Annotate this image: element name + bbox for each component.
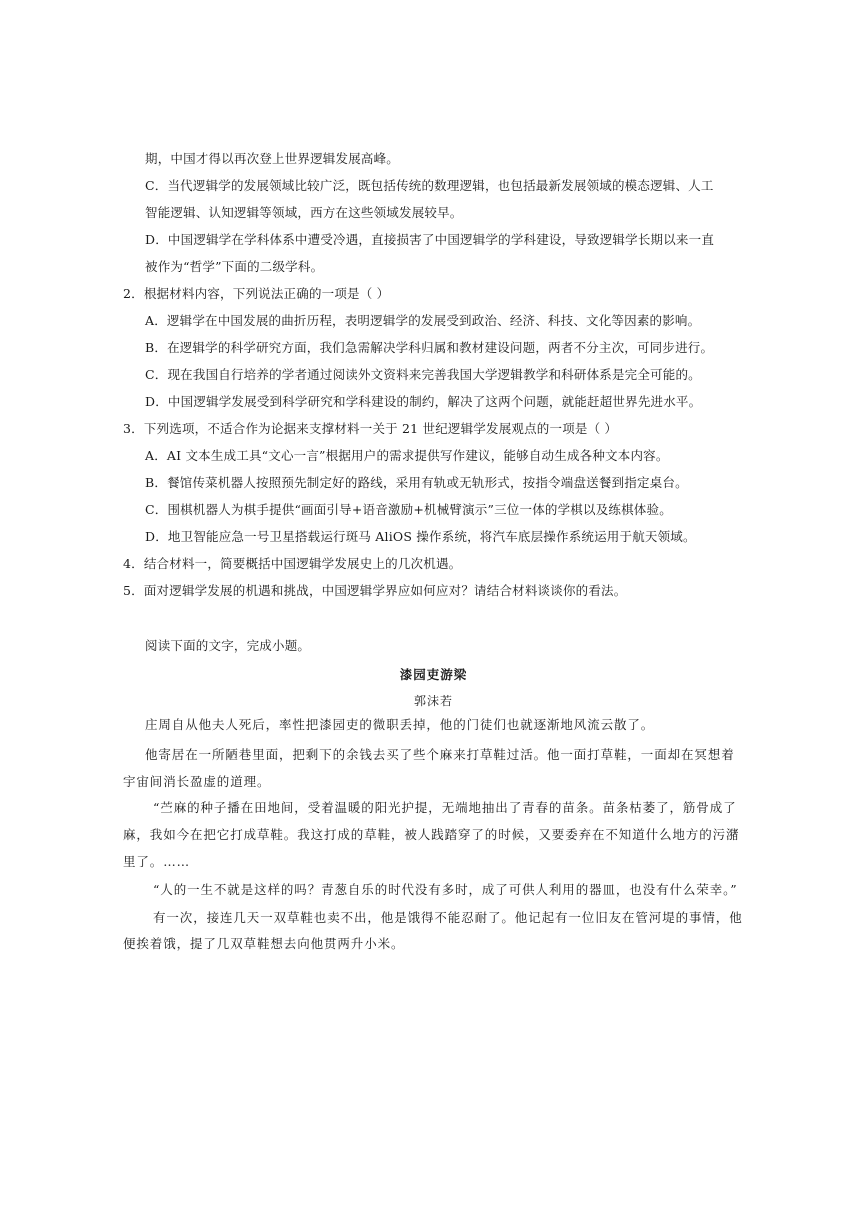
paragraph-2-line-2: 宇宙间消长盈虚的道理。 (123, 774, 271, 789)
question-2-stem: 2．根据材料内容，下列说法正确的一项是（ ） (123, 286, 390, 301)
question-2-option-d: D．中国逻辑学发展受到科学研究和学科建设的制约，解决了这两个问题，就能赶超世界先进水平。 (145, 394, 702, 409)
paragraph-5-line-2: 便挨着饿，提了几双草鞋想去向他贯两升小米。 (123, 936, 405, 951)
reading-author: 郭沫若 (413, 694, 453, 708)
paragraph-2-line-1: 他寄居在一所陋巷里面，把剩下的余钱去买了些个麻来打草鞋过活。他一面打草鞋，一面却在冥想着 (145, 747, 735, 762)
paragraph-3-line-2: 麻，我如今在把它打成草鞋。我这打成的草鞋，被人践踏穿了的时候，又要委弃在不知道什么地方的污潴 (123, 827, 740, 842)
option-b-continuation: 期，中国才得以再次登上世界逻辑发展高峰。 (145, 151, 400, 166)
question-4: 4．结合材料一，简要概括中国逻辑学发展史上的几次机遇。 (123, 556, 462, 571)
option-d-line-1: D．中国逻辑学在学科体系中遭受冷遇，直接损害了中国逻辑学的学科建设，导致逻辑学长期以来一直 (145, 232, 715, 247)
reading-title: 漆园吏游梁 (399, 667, 468, 682)
question-3-stem: 3．下列选项，不适合作为论据来支撑材料一关于 21 世纪逻辑学发展观点的一项是（ ） (123, 421, 618, 436)
question-2-option-a: A．逻辑学在中国发展的曲折历程，表明逻辑学的发展受到政治、经济、科技、文化等因素的影响。 (145, 313, 701, 328)
paragraph-3-line-3: 里了。…… (123, 854, 191, 869)
question-3-option-d: D．地卫智能应急一号卫星搭载运行斑马 AliOS 操作系统，将汽车底层操作系统运用于航天领域。 (145, 529, 696, 544)
question-5: 5．面对逻辑学发展的机遇和挑战，中国逻辑学界应如何应对？请结合材料谈谈你的看法。 (123, 583, 627, 598)
paragraph-3-line-1: “苎麻的种子播在田地间，受着温暖的阳光护提，无端地抽出了青春的苗条。苗条枯萎了，筋骨成了 (153, 800, 737, 815)
question-3-option-a: A．AI 文本生成工具“文心一言”根据用户的需求提供写作建议，能够自动生成各种文本内容。 (145, 448, 669, 463)
option-c-line-2: 智能逻辑、认知逻辑等领域，西方在这些领域发展较早。 (145, 205, 463, 220)
question-2-option-c: C．现在我国自行培养的学者通过阅读外文资料来完善我国大学逻辑教学和科研体系是完全可能的。 (145, 367, 701, 382)
question-2-option-b: B．在逻辑学的科学研究方面，我们急需解决学科归属和教材建设问题，两者不分主次，可同步进行。 (145, 340, 714, 355)
paragraph-5-line-1: 有一次，接连几天一双草鞋也卖不出，他是饿得不能忍耐了。他记起有一位旧友在管河堤的事情，他 (153, 910, 743, 925)
option-c-line-1: C．当代逻辑学的发展领域比较广泛，既包括传统的数理逻辑，也包括最新发展领域的模态逻辑、人工 (145, 178, 714, 193)
question-3-option-b: B．餐馆传菜机器人按照预先制定好的路线，采用有轨或无轨形式，按指令端盘送餐到指定桌台。 (145, 475, 688, 490)
paragraph-1: 庄周自从他夫人死后，率性把漆园吏的微职丢掉，他的门徒们也就逐渐地风流云散了。 (145, 717, 655, 732)
question-3-option-c: C．围棋机器人为棋手提供“画面引导+语音激励+机械臂演示”三位一体的学棋以及练棋体验。 (145, 502, 672, 517)
option-d-line-2: 被作为“哲学”下面的二级学科。 (145, 259, 324, 274)
reading-intro: 阅读下面的文字，完成小题。 (145, 638, 311, 653)
paragraph-4: “人的一生不就是这样的吗？青葱自乐的时代没有多时，成了可供人利用的器皿，也没有什么荣幸。” (153, 882, 738, 897)
